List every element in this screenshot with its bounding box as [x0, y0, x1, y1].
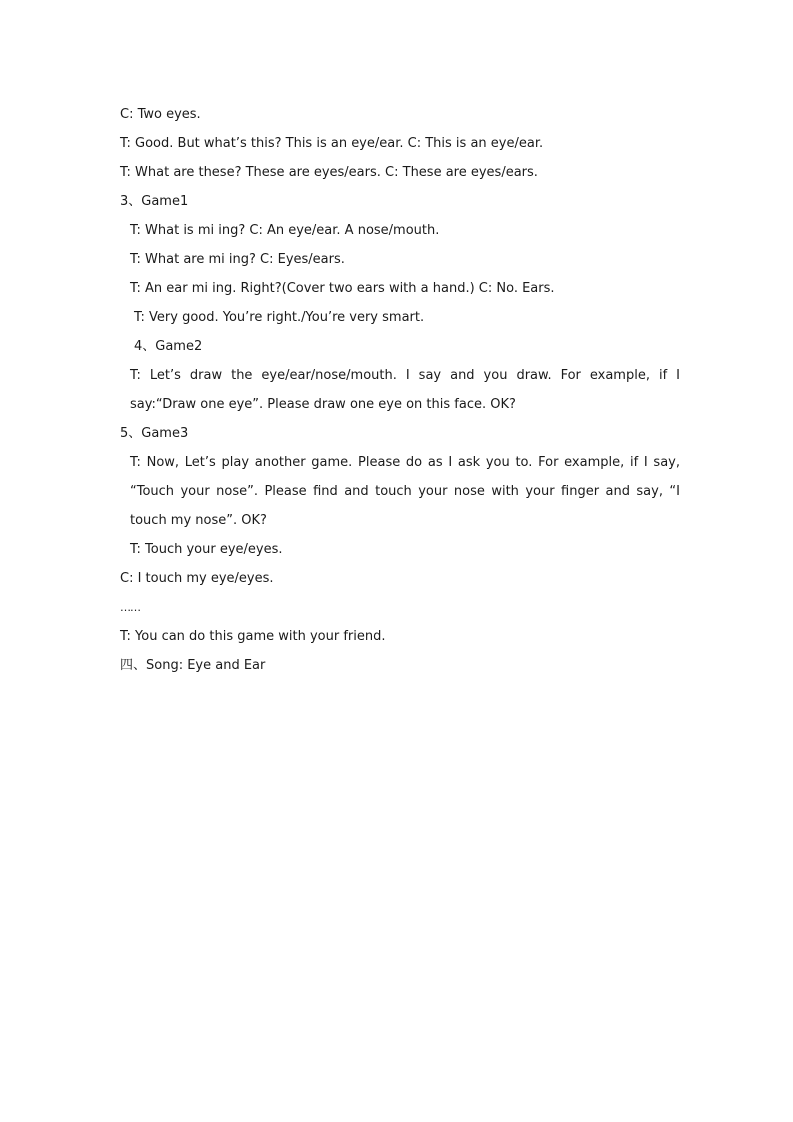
dialogue-paragraph: T: Let’s draw the eye/ear/nose/mouth. I say and you draw. For example, if I say:“Draw one eye”. Please draw one eye on this face. OK?	[130, 368, 680, 412]
section-heading-song: 四、Song: Eye and Ear	[120, 658, 266, 673]
dialogue-line: T: What are mi ing? C: Eyes/ears.	[130, 252, 345, 267]
section-heading-game1: 3、Game1	[120, 194, 189, 209]
dialogue-line: T: Touch your eye/eyes.	[130, 542, 283, 557]
document-body	[120, 100, 680, 680]
dialogue-line: T: An ear mi ing. Right?(Cover two ears with a hand.) C: No. Ears.	[130, 281, 555, 296]
dialogue-line: C: Two eyes.	[120, 107, 201, 122]
dialogue-line: T: You can do this game with your friend.	[120, 629, 386, 644]
dialogue-paragraph: T: Now, Let’s play another game. Please do as I ask you to. For example, if I say, “Touch your nose”. Please find and touch your nose with your finger and say, “I touch my nose”. OK?	[130, 455, 680, 528]
dialogue-line: T: What is mi ing? C: An eye/ear. A nose/mouth.	[130, 223, 440, 238]
section-heading-game3: 5、Game3	[120, 426, 189, 441]
dialogue-line: T: Good. But what’s this? This is an eye/ear. C: This is an eye/ear.	[120, 136, 544, 151]
dialogue-line: T: What are these? These are eyes/ears. C: These are eyes/ears.	[120, 165, 538, 180]
ellipsis-line: ……	[120, 601, 140, 614]
dialogue-line: T: Very good. You’re right./You’re very smart.	[134, 310, 425, 325]
dialogue-line: C: I touch my eye/eyes.	[120, 571, 274, 586]
section-heading-game2: 4、Game2	[134, 339, 203, 354]
